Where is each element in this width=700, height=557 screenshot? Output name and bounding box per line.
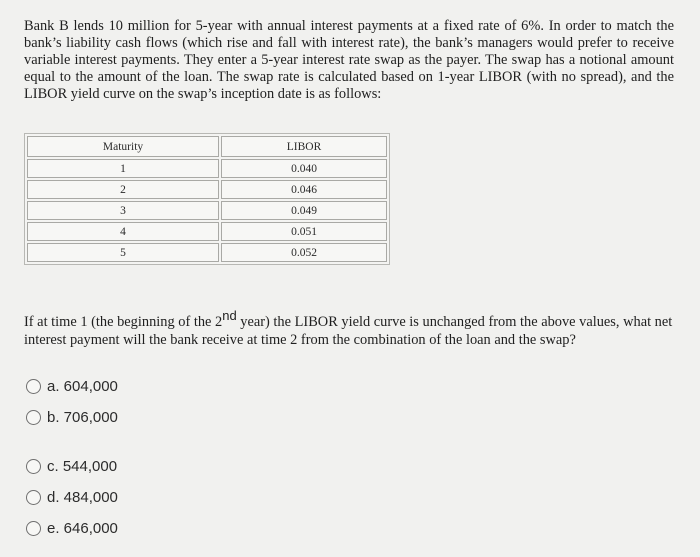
table-row (27, 243, 387, 262)
answer-option-a[interactable] (26, 378, 118, 395)
option-label: c. 544,000 (47, 458, 118, 475)
question-text-end: year) the LIBOR yield curve is unchanged from the above values, what net interest payment will the bank receive at time 2 from the combination of the loan and the swap? (24, 314, 673, 348)
maturity-header: Maturity (27, 136, 219, 157)
table-row (27, 222, 387, 241)
libor-table (24, 133, 390, 265)
option-label: a. 604,000 (47, 378, 118, 395)
libor-cell: 0.052 (221, 243, 387, 262)
option-label: d. 484,000 (47, 489, 118, 506)
answer-option-b[interactable] (26, 409, 118, 426)
question-text (24, 307, 680, 349)
libor-cell: 0.051 (221, 222, 387, 241)
radio-button[interactable] (26, 410, 41, 425)
question-text-start: If at time 1 (the beginning of the 2 (24, 314, 223, 330)
table-row (27, 201, 387, 220)
answer-option-c[interactable] (26, 458, 117, 475)
libor-cell: 0.049 (221, 201, 387, 220)
answer-option-e[interactable] (26, 520, 118, 537)
problem-statement: Bank B lends 10 million for 5-year with annual interest payments at a fixed rate of 6%. In order to match the bank’s liability cash flows (which rise and fall with interest rate), the bank’s managers would prefer to receive variable interest payments. They enter a 5-year interest rate swap as the payer. The swap has a notional amount equal to the amount of the loan. The swap rate is calculated based on 1-year LIBOR (with no spread), and the LIBOR yield curve on the swap’s inception date is as follows: (24, 18, 674, 102)
option-label: b. 706,000 (47, 409, 118, 426)
ordinal-superscript: nd (222, 308, 237, 323)
maturity-cell: 2 (27, 180, 219, 199)
maturity-cell: 3 (27, 201, 219, 220)
answer-option-d[interactable] (26, 489, 118, 506)
libor-cell: 0.046 (221, 180, 387, 199)
maturity-cell: 5 (27, 243, 219, 262)
radio-button[interactable] (26, 490, 41, 505)
table-row (27, 159, 387, 178)
libor-cell: 0.040 (221, 159, 387, 178)
radio-button[interactable] (26, 459, 41, 474)
maturity-cell: 1 (27, 159, 219, 178)
table-row (27, 180, 387, 199)
option-label: e. 646,000 (47, 520, 118, 537)
libor-header: LIBOR (221, 136, 387, 157)
radio-button[interactable] (26, 521, 41, 536)
radio-button[interactable] (26, 379, 41, 394)
maturity-cell: 4 (27, 222, 219, 241)
